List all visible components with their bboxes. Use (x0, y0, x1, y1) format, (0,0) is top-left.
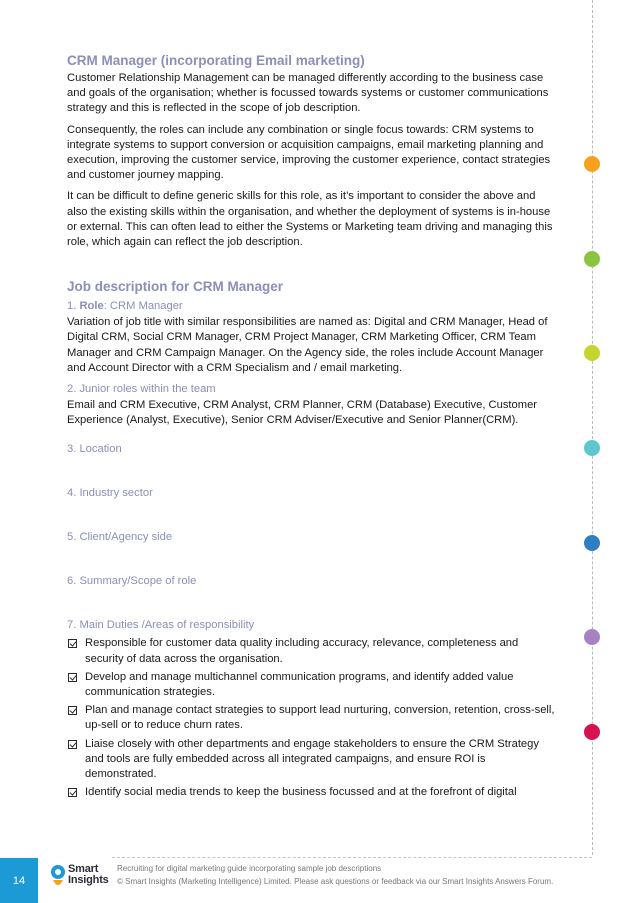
orange-dot (584, 156, 600, 172)
checkbox-icon (68, 673, 77, 682)
duties-list (67, 636, 557, 800)
duty-text: Responsible for customer data quality including accuracy, relevance, completeness and security of data across the organisation. (85, 637, 519, 665)
main-duties-label: 7. Main Duties /Areas of responsibility (67, 619, 255, 632)
logo-mark-icon (48, 864, 68, 892)
purple-dot (584, 629, 600, 645)
intro-paragraph: Customer Relationship Management can be managed differently according to the business case and goals of the organisation; whether is focussed towards systems or customer communications strategy and this is reflected in the scope of job description. (67, 72, 549, 115)
intro-paragraph: Consequently, the roles can include any combination or single focus towards: CRM systems to integrate systems to support conversion or acquisition campaigns, email marketing planning and execution, improving the customer service, improving the customer experience, contact strategies and customer journey mapping. (67, 123, 551, 182)
industry-sector-label: 4. Industry sector (67, 487, 153, 500)
client-agency-label: 5. Client/Agency side (67, 531, 173, 544)
footer-copyright: © Smart Insights (Marketing Intelligence) Limited. Please ask questions or feedback via our Smart Insights Answers Forum. (117, 877, 554, 886)
junior-roles-label: 2. Junior roles within the team (67, 383, 216, 396)
location-label: 3. Location (67, 443, 122, 456)
red-dot (584, 724, 600, 740)
lime-dot (584, 345, 600, 361)
checkbox-icon (68, 706, 77, 715)
list-item (67, 636, 557, 666)
checkbox-icon (68, 740, 77, 749)
green-dot (584, 251, 600, 267)
smart-insights-logo (48, 862, 109, 894)
logo-text-1: Smart (68, 863, 99, 875)
duty-text: Plan and manage contact strategies to support lead nurturing, conversion, retention, cross-sell, up-sell or to reduce churn rates. (85, 704, 555, 732)
list-item (67, 703, 557, 733)
footer-divider (112, 857, 592, 858)
duty-text: Liaise closely with other departments and engage stakeholders to ensure the CRM Strategy and tools are fully embedded across all integrated campaigns, and ensure ROI is demonstrated. (85, 737, 539, 781)
duty-text: Identify social media trends to keep the business focussed and at the forefront of digital (85, 786, 517, 799)
logo-wordmark (68, 864, 109, 886)
section-title: CRM Manager (incorporating Email marketing) (67, 53, 365, 68)
role-label (67, 299, 557, 314)
list-item (67, 785, 557, 800)
page-content (67, 52, 557, 803)
role-label-strong: Role (79, 300, 104, 313)
checkbox-icon (68, 788, 77, 797)
list-item (67, 670, 557, 700)
checkbox-icon (68, 639, 77, 648)
intro-paragraph: It can be difficult to define generic skills for this role, as it’s important to consider the above and also the existing skills within the organisation, and whether the deployment of systems is in-house or external. This can often lead to either the Systems or Marketing team driving and managing this role, which again can reflect the job description. (67, 190, 553, 249)
junior-roles-body: Email and CRM Executive, CRM Analyst, CRM Planner, CRM (Database) Executive, Customer Experience (Analyst, Executive), Senior CRM Adviser/Executive and Senior Planner(CRM). (67, 399, 538, 427)
logo-text-2: Insights (68, 874, 109, 886)
page-number: 14 (0, 858, 38, 903)
blue-dot (584, 535, 600, 551)
role-body: Variation of job title with similar responsibilities are named as: Digital and CRM Manager, Head of Digital CRM, Social CRM Manager, CRM Project Manager, CRM Marketing Officer, CRM Team Manager and CRM Campaign Manager. On the Agency side, the roles include Account Manager and Account Director with a CRM Specialism and / email marketing. (67, 316, 548, 374)
footer-guide-title: Recruiting for digital marketing guide incorporating sample job descriptions (117, 864, 382, 873)
role-number: 1. (67, 300, 77, 313)
summary-scope-label: 6. Summary/Scope of role (67, 575, 197, 588)
duty-text: Develop and manage multichannel communication programs, and identify added value communication strategies. (85, 670, 514, 699)
role-value: : CRM Manager (103, 300, 183, 313)
job-description-title: Job description for CRM Manager (67, 279, 284, 295)
list-item (67, 737, 557, 783)
teal-dot (584, 440, 600, 456)
